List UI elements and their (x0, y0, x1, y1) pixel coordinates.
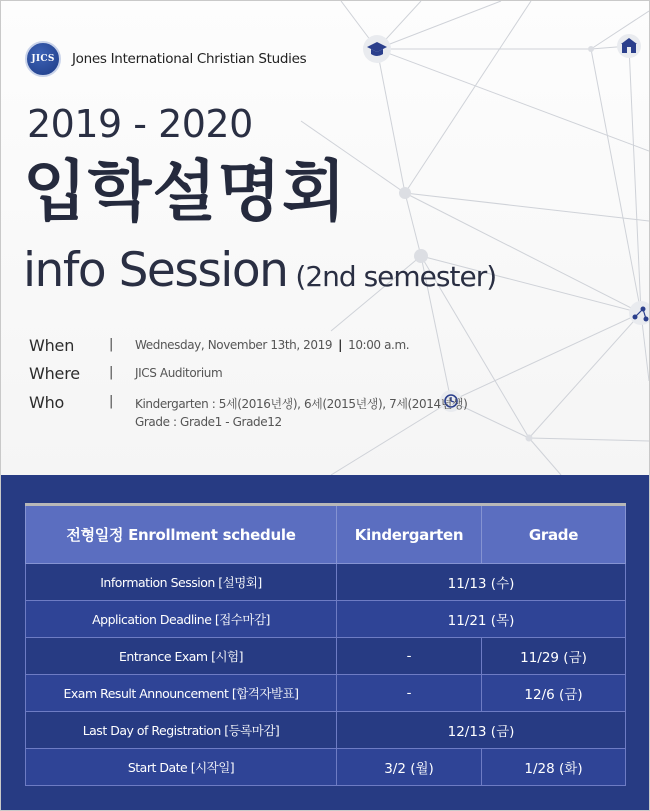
header-grade: Grade (482, 505, 626, 564)
event-date-kindergarten: - (337, 638, 482, 675)
schedule-section (1, 475, 649, 810)
info-label-who: Who (29, 393, 65, 412)
title-subtitle: (2nd semester) (295, 260, 497, 293)
info-separator: | (109, 337, 113, 352)
event-date-shared: 11/21 (목) (337, 601, 626, 638)
header-schedule: 전형일정 Enrollment schedule (26, 505, 337, 564)
header-kindergarten: Kindergarten (337, 505, 482, 564)
event-name: Entrance Exam [시험] (26, 638, 337, 675)
table-row (26, 564, 626, 601)
event-date-grade: 1/28 (화) (482, 749, 626, 786)
table-row (26, 601, 626, 638)
table-row (26, 675, 626, 712)
info-value-where: JICS Auditorium (135, 366, 223, 380)
event-date-shared: 11/13 (수) (337, 564, 626, 601)
table-row (26, 712, 626, 749)
info-value-when (135, 338, 409, 352)
date-time-separator: | (338, 338, 343, 352)
school-logo (25, 41, 61, 77)
event-date-shared: 12/13 (금) (337, 712, 626, 749)
event-name: Exam Result Announcement [합격자발표] (26, 675, 337, 712)
academic-year: 2019 - 2020 (27, 102, 253, 146)
enrollment-schedule-table (25, 503, 626, 786)
org-name: Jones International Christian Studies (72, 51, 307, 67)
event-name: Application Deadline [접수마감] (26, 601, 337, 638)
event-date-kindergarten: 3/2 (월) (337, 749, 482, 786)
hero-section (1, 1, 649, 475)
event-date-grade: 12/6 (금) (482, 675, 626, 712)
logo-text: JICS (31, 54, 55, 64)
title-korean: 입학설명회 (23, 153, 347, 230)
event-name: Last Day of Registration [등록마감] (26, 712, 337, 749)
info-label-when: When (29, 336, 75, 355)
info-separator: | (109, 365, 113, 380)
info-value-who-kindergarten: Kindergarten : 5세(2016년생), 6세(2015년생), 7세(2014년생) (135, 397, 468, 411)
info-value-who-grade: Grade : Grade1 - Grade12 (135, 415, 282, 429)
event-date: Wednesday, November 13th, 2019 (135, 338, 333, 352)
table-row (26, 638, 626, 675)
event-name: Information Session [설명회] (26, 564, 337, 601)
table-header-row (26, 505, 626, 564)
info-label-where: Where (29, 364, 80, 383)
event-date-grade: 11/29 (금) (482, 638, 626, 675)
event-name: Start Date [시작일] (26, 749, 337, 786)
brand-header (25, 41, 306, 77)
title-english-text: info Session (23, 243, 288, 298)
event-time: 10:00 a.m. (348, 338, 410, 352)
graduation-cap-icon (363, 35, 391, 63)
event-date-kindergarten: - (337, 675, 482, 712)
network-node-icon (629, 301, 649, 325)
info-separator: | (109, 394, 113, 409)
table-row (26, 749, 626, 786)
school-building-icon (617, 34, 641, 58)
title-english (23, 243, 497, 298)
